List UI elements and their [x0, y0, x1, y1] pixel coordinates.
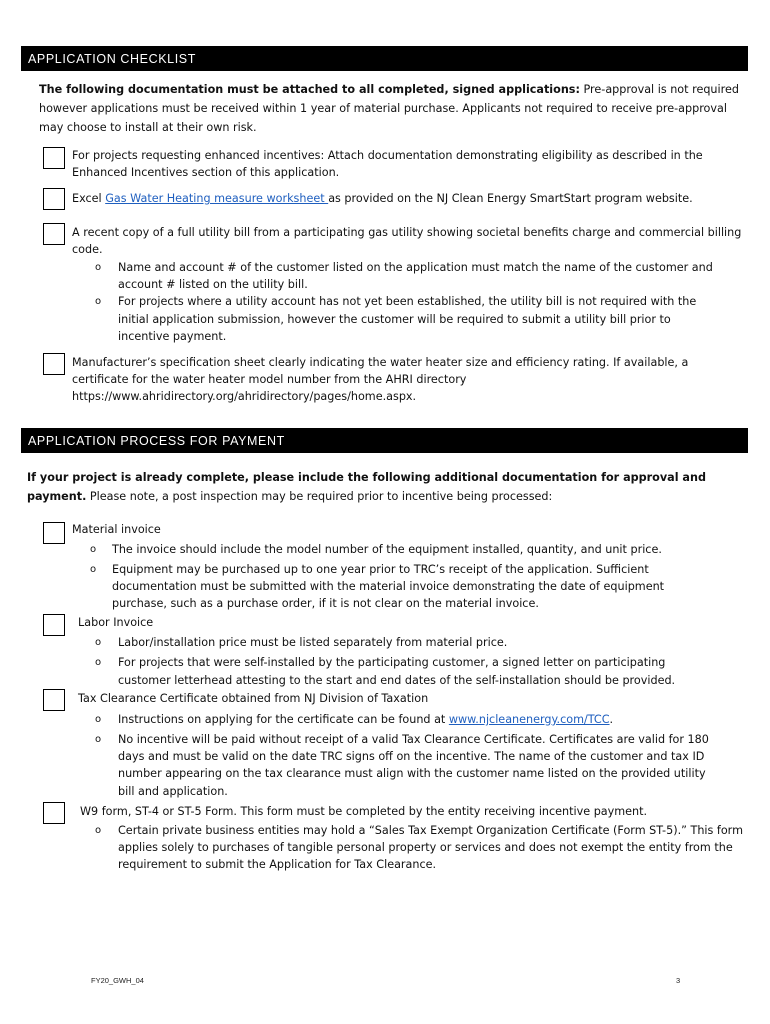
sub-item-line: customer letterhead attesting to the start and end dates of the self-installation should be provided. [118, 674, 676, 687]
sub-item-line: account # listed on the utility bill. [118, 278, 308, 291]
bullet-icon: o [95, 825, 102, 836]
item-w9-form: W9 form, ST-4 or ST-5 Form. This form must be completed by the entity receiving incentive payment. [80, 805, 648, 818]
bullet-icon: o [95, 262, 102, 273]
sub-item-line: Certain private business entities may hold a “Sales Tax Exempt Organization Certificate (Form ST-5).” This form [118, 824, 743, 837]
item-spec-sheet-line: https://www.ahridirectory.org/ahridirectory/pages/home.aspx. [72, 390, 417, 403]
sub-item-line: Name and account # of the customer listed on the application must match the name of the customer and [118, 261, 713, 274]
sub-item-line: Equipment may be purchased up to one year prior to TRC’s receipt of the application. Sufficient [112, 563, 649, 576]
section-header-application-checklist [21, 46, 748, 71]
item-tax-clearance: Tax Clearance Certificate obtained from NJ Division of Taxation [78, 692, 429, 705]
sub-item-tcc-post: . [609, 713, 614, 726]
checklist-intro-text: Pre-approval is not required however applications must be received within 1 year of material purchase. Applicants not required to receive pre-approval may choose to install at their own risk. [39, 83, 739, 134]
item-spec-sheet-line: Manufacturer’s specification sheet clearly indicating the water heater size and efficiency rating. If available, a [72, 356, 689, 369]
sub-item-tcc-pre: Instructions on applying for the certificate can be found at [118, 713, 449, 726]
sub-item-line: number appearing on the tax clearance must align with the customer name listed on the provided utility [118, 767, 706, 780]
sub-item-tcc [118, 711, 613, 729]
item-excel-pre: Excel [72, 192, 106, 205]
bullet-icon: o [90, 544, 97, 555]
checkbox-spec-sheet[interactable] [43, 353, 65, 375]
item-enhanced-incentives-line: Enhanced Incentives section of this application. [72, 166, 340, 179]
sub-item-line: bill and application. [118, 785, 228, 798]
checkbox-labor-invoice[interactable] [43, 614, 65, 636]
section-header-payment-process [21, 428, 748, 453]
checkbox-excel-worksheet[interactable] [43, 188, 65, 210]
checklist-intro-bold: The following documentation must be attached to all completed, signed applications: [39, 83, 580, 96]
sub-item-line: For projects where a utility account has not yet been established, the utility bill is not required with the [118, 295, 697, 308]
bullet-icon: o [95, 296, 102, 307]
checkbox-w9-form[interactable] [43, 802, 65, 824]
tcc-link[interactable]: www.njcleanenergy.com/TCC [448, 713, 610, 726]
checkbox-material-invoice[interactable] [43, 522, 65, 544]
payment-intro [27, 468, 745, 506]
item-spec-sheet-line: certificate for the water heater model number from the AHRI directory [72, 373, 467, 386]
bullet-icon: o [90, 564, 97, 575]
checklist-intro [39, 80, 744, 137]
item-utility-bill-line: A recent copy of a full utility bill from a participating gas utility showing societal benefits charge and commercial billing [72, 226, 742, 239]
sub-item-line: The invoice should include the model number of the equipment installed, quantity, and unit price. [112, 543, 662, 556]
footer-page-number: 3 [676, 976, 681, 985]
section-header-label: APPLICATION CHECKLIST [28, 52, 196, 66]
checkbox-tax-clearance[interactable] [43, 689, 65, 711]
sub-item-line: requirement to submit the Application for Tax Clearance. [118, 858, 437, 871]
sub-item-line: No incentive will be paid without receipt of a valid Tax Clearance Certificate. Certificates are valid for 180 [118, 733, 709, 746]
sub-item-line: days and must be valid on the date TRC signs off on the incentive. The name of the customer and tax ID [118, 750, 705, 763]
bullet-icon: o [95, 714, 102, 725]
sub-item-line: Labor/installation price must be listed separately from material price. [118, 636, 508, 649]
sub-item-line: purchase, such as a purchase order, if it is not clear on the material invoice. [112, 597, 539, 610]
checkbox-enhanced-incentives[interactable] [43, 147, 65, 169]
checkbox-utility-bill[interactable] [43, 223, 65, 245]
bullet-icon: o [95, 637, 102, 648]
payment-intro-bold: If your project is already complete, please include the following additional documentation for approval and payment. [27, 471, 706, 503]
item-utility-bill-line: code. [72, 243, 103, 256]
sub-item-line: For projects that were self-installed by the participating customer, a signed letter on participating [118, 656, 666, 669]
sub-item-line: applies solely to purchases of tangible personal property or services and does not exempt the entity from the [118, 841, 733, 854]
item-excel-worksheet [72, 190, 693, 208]
item-labor-invoice: Labor Invoice [78, 616, 154, 629]
bullet-icon: o [95, 657, 102, 668]
worksheet-link[interactable]: Gas Water Heating measure worksheet [105, 192, 329, 205]
footer-form-code: FY20_GWH_04 [91, 976, 144, 985]
bullet-icon: o [95, 734, 102, 745]
item-excel-post: as provided on the NJ Clean Energy SmartStart program website. [328, 192, 693, 205]
sub-item-line: initial application submission, however the customer will be required to submit a utility bill prior to [118, 313, 671, 326]
item-enhanced-incentives-line: For projects requesting enhanced incentives: Attach documentation demonstrating eligibility as described in the [72, 149, 703, 162]
sub-item-line: documentation must be submitted with the material invoice demonstrating the date of equipment [112, 580, 665, 593]
sub-item-line: incentive payment. [118, 330, 227, 343]
item-material-invoice: Material invoice [72, 523, 161, 536]
payment-intro-text: Please note, a post inspection may be required prior to incentive being processed: [86, 490, 553, 503]
section-header-label: APPLICATION PROCESS FOR PAYMENT [28, 434, 285, 448]
